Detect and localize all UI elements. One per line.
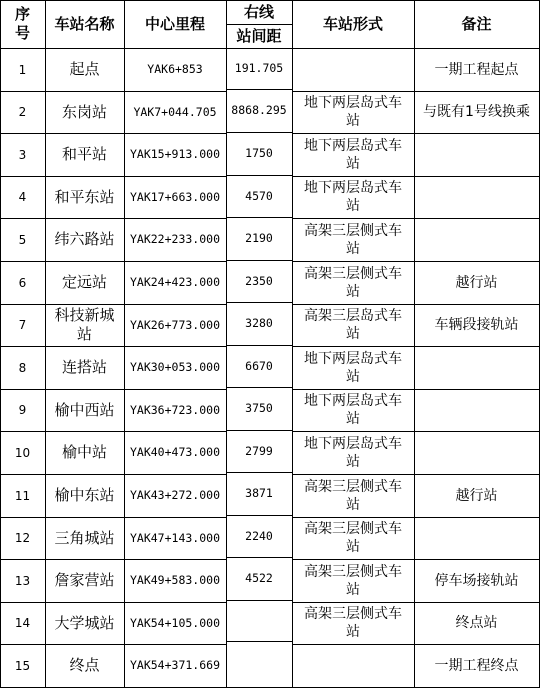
center-mileage: YAK7+044.705 [133, 104, 217, 119]
station-note: 车辆段接轨站 [434, 317, 519, 333]
station-form: 高架三层侧式车站 [304, 521, 402, 555]
station-name: 榆中东站 [54, 486, 115, 504]
station-form: 地下两层岛式车站 [304, 350, 402, 385]
station-form: 高架三层侧式车站 [304, 478, 402, 513]
station-distance: 8868.295 [231, 103, 287, 117]
station-form: 地下两层岛式车站 [304, 393, 402, 427]
header-name: 车站名称 [54, 14, 115, 33]
station-name: 科技新城站 [54, 306, 115, 343]
station-note [414, 517, 539, 559]
row-seq: 1 [18, 62, 27, 77]
row-seq: 13 [14, 573, 31, 588]
center-mileage: YAK36+723.000 [129, 402, 220, 417]
station-name: 榆中西站 [54, 400, 115, 419]
station-distance: 2240 [245, 528, 273, 543]
station-name: 大学城站 [54, 613, 115, 632]
station-distance: 191.705 [234, 61, 284, 75]
station-note [414, 176, 539, 218]
station-name: 榆中站 [61, 443, 107, 461]
station-name: 詹家营站 [54, 571, 115, 589]
station-distance: 2350 [245, 273, 273, 288]
row-seq: 7 [18, 318, 27, 332]
station-note [414, 133, 539, 176]
station-form: 地下两层岛式车站 [304, 95, 402, 129]
station-form: 高架三层侧式车站 [304, 222, 402, 257]
header-distance-line1: 右线 [243, 2, 274, 21]
header-mileage: 中心里程 [144, 14, 205, 33]
center-mileage: YAK17+663.000 [129, 189, 220, 204]
station-form: 地下两层岛式车站 [304, 435, 402, 470]
row-seq: 4 [18, 190, 27, 204]
header-seq: 序号 [14, 5, 30, 42]
station-note: 越行站 [455, 274, 498, 291]
station-name: 连搭站 [61, 358, 107, 376]
row-seq: 10 [14, 445, 31, 460]
station-name: 东岗站 [61, 102, 107, 121]
grid-line [226, 600, 293, 601]
center-mileage: YAK54+105.000 [129, 615, 220, 630]
center-mileage: YAK24+423.000 [129, 275, 220, 289]
station-form [292, 644, 414, 687]
station-name: 定远站 [61, 273, 107, 291]
station-form: 地下两层岛式车站 [304, 180, 402, 214]
station-form: 高架三层岛式车站 [304, 308, 402, 342]
station-note: 终点站 [455, 615, 498, 631]
station-distance: 1750 [245, 146, 273, 160]
row-seq: 11 [14, 488, 31, 503]
station-distance: 3871 [245, 486, 273, 500]
row-seq: 5 [18, 232, 27, 247]
station-distance: 6670 [245, 358, 273, 373]
station-note: 停车场接轨站 [434, 572, 519, 589]
row-seq: 14 [14, 616, 31, 630]
station-distance: 2799 [245, 443, 273, 458]
station-form [292, 48, 414, 91]
station-note: 越行站 [455, 487, 498, 504]
station-note: 一期工程终点 [434, 657, 519, 674]
station-note [414, 218, 539, 261]
center-mileage: YAK49+583.000 [129, 573, 220, 587]
station-name: 和平东站 [54, 187, 115, 206]
station-distance: 3280 [245, 316, 273, 330]
row-seq: 2 [18, 105, 27, 119]
station-form: 地下两层岛式车站 [304, 137, 402, 172]
center-mileage: YAK47+143.000 [129, 530, 220, 545]
header-distance-line2: 站间距 [236, 26, 282, 45]
station-form: 高架三层侧式车站 [304, 563, 402, 598]
header-note: 备注 [461, 14, 492, 33]
station-name: 纬六路站 [54, 230, 115, 248]
station-note [414, 346, 539, 389]
station-distance: 4522 [245, 571, 273, 585]
station-note [414, 431, 539, 474]
row-seq: 3 [18, 147, 27, 162]
center-mileage: YAK22+233.000 [129, 232, 220, 246]
row-seq: 15 [14, 658, 31, 673]
station-note: 一期工程起点 [434, 61, 519, 78]
station-distance: 2190 [245, 231, 273, 245]
center-mileage: YAK30+053.000 [129, 360, 220, 374]
row-seq: 9 [18, 403, 27, 417]
station-note [414, 389, 539, 431]
station-name: 三角城站 [54, 528, 115, 547]
station-distance: 4570 [245, 188, 273, 203]
station-distance: 3750 [245, 401, 273, 415]
center-mileage: YAK43+272.000 [129, 488, 220, 502]
station-name: 终点 [69, 656, 100, 674]
grid-line [226, 641, 293, 642]
row-seq: 12 [14, 531, 31, 545]
station-form: 高架三层侧式车站 [304, 606, 402, 640]
center-mileage: YAK26+773.000 [129, 317, 220, 332]
station-form: 高架三层侧式车站 [304, 265, 402, 300]
station-note: 与既有1号线换乘 [423, 104, 530, 120]
row-seq: 6 [18, 275, 27, 290]
center-mileage: YAK40+473.000 [129, 445, 220, 459]
station-name: 和平站 [61, 145, 107, 163]
header-form: 车站形式 [322, 14, 383, 33]
center-mileage: YAK6+853 [147, 62, 203, 76]
row-seq: 8 [18, 360, 27, 375]
center-mileage: YAK54+371.669 [129, 658, 220, 672]
station-name: 起点 [69, 60, 100, 78]
center-mileage: YAK15+913.000 [129, 147, 220, 161]
